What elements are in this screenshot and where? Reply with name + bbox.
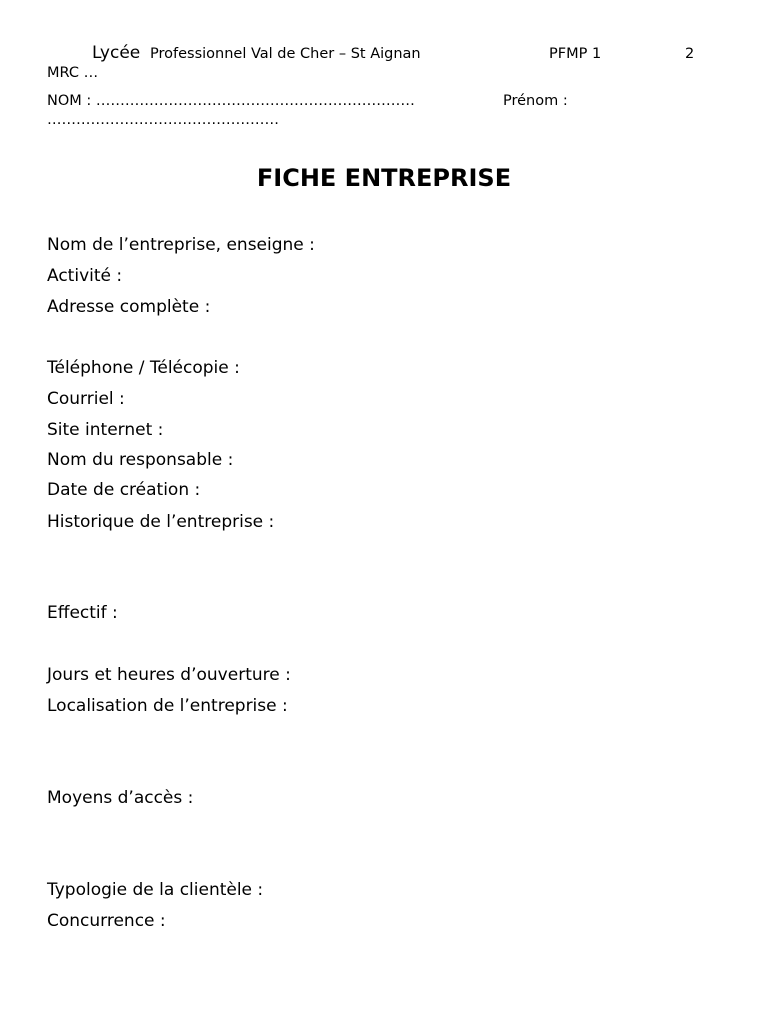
- field-horaires: Jours et heures d’ouverture :: [47, 665, 291, 685]
- header-prenom-dots: …………………………………………: [47, 112, 279, 128]
- header-mrc: MRC …: [47, 65, 99, 81]
- field-historique: Historique de l’entreprise :: [47, 512, 275, 532]
- header-school-name: Professionnel Val de Cher – St Aignan: [150, 46, 421, 62]
- field-activite: Activité :: [47, 266, 123, 286]
- header-pfmp: PFMP 1: [549, 46, 602, 62]
- field-effectif: Effectif :: [47, 603, 118, 623]
- field-telephone: Téléphone / Télécopie :: [47, 358, 240, 378]
- field-concurrence: Concurrence :: [47, 911, 166, 931]
- field-date-creation: Date de création :: [47, 480, 201, 500]
- field-nom-entreprise: Nom de l’entreprise, enseigne :: [47, 235, 315, 255]
- header-page-number: 2: [685, 46, 695, 62]
- header-prenom-label: Prénom :: [503, 93, 568, 109]
- field-courriel: Courriel :: [47, 389, 125, 409]
- field-moyens-acces: Moyens d’accès :: [47, 788, 194, 808]
- header-nom-line: NOM : …………………………………………………………: [47, 93, 415, 109]
- page-title: FICHE ENTREPRISE: [256, 164, 512, 192]
- header-lycee: Lycée: [92, 43, 141, 63]
- field-site-internet: Site internet :: [47, 420, 164, 440]
- field-adresse: Adresse complète :: [47, 297, 211, 317]
- field-typologie-clientele: Typologie de la clientèle :: [47, 880, 264, 900]
- field-responsable: Nom du responsable :: [47, 450, 234, 470]
- field-localisation: Localisation de l’entreprise :: [47, 696, 288, 716]
